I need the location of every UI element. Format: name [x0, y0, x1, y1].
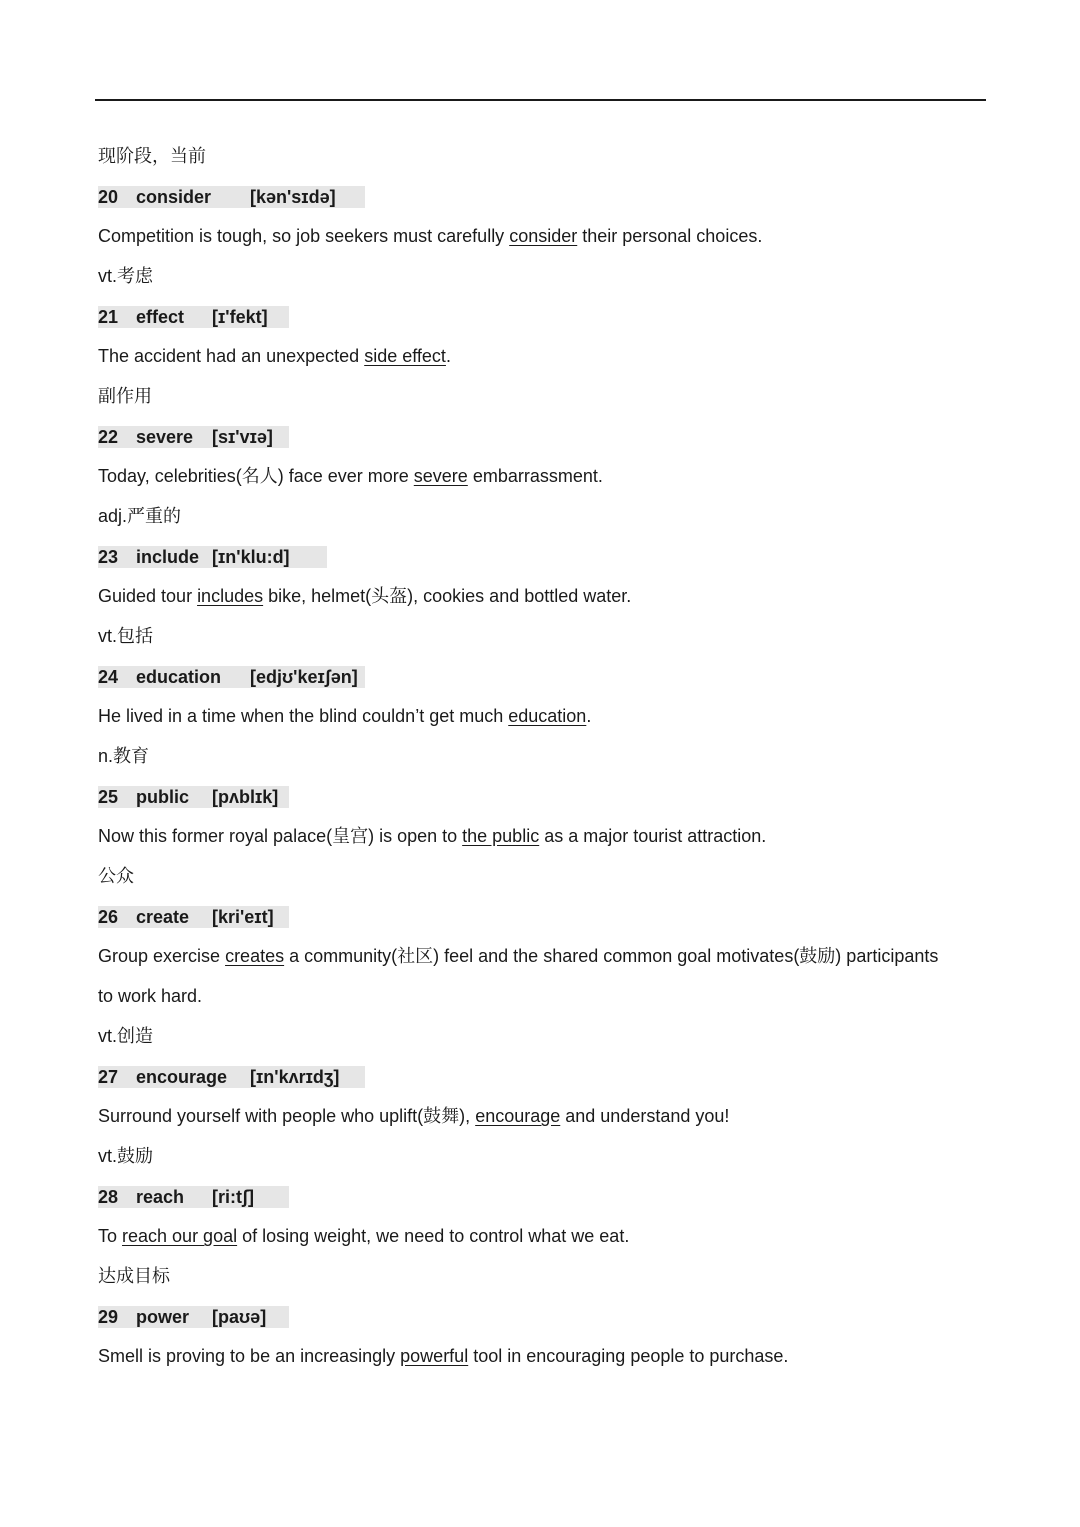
example-sentence [98, 576, 998, 616]
sentence-text: of losing weight, we need to control what we eat. [237, 1226, 630, 1246]
entry-heading [98, 1176, 998, 1216]
sentence-text: To [98, 1226, 123, 1246]
entry-heading [98, 776, 998, 816]
sentence-text: a community(社区) feel and the shared common goal motivates(鼓励) participants [284, 946, 939, 966]
phonetic: [ɪn'klu:d] [212, 547, 290, 568]
example-sentence [98, 456, 998, 496]
entry-heading [98, 1056, 998, 1096]
sentence-text: He lived in a time when the blind couldn’t get much [98, 706, 509, 726]
entry-number: 21 [98, 307, 119, 328]
underlined-term: powerful [400, 1346, 469, 1366]
headword: education [136, 667, 222, 688]
top-rule [95, 99, 986, 101]
chinese-gloss: 达成目标 [98, 1266, 170, 1286]
headword-box [98, 186, 365, 208]
underlined-term: the public [462, 826, 540, 846]
entry-heading [98, 656, 998, 696]
sentence-text: . [586, 706, 592, 726]
entry-number: 28 [98, 1187, 119, 1208]
phonetic: [ɪn'kʌrɪdʒ] [250, 1067, 340, 1088]
sentence-text: Group exercise [98, 946, 226, 966]
intro-gloss: 现阶段，当前 [98, 146, 206, 166]
headword-box [98, 426, 289, 448]
underlined-term: severe [413, 466, 468, 486]
chinese-gloss: n.教育 [98, 746, 150, 766]
sentence-text: Competition is tough, so job seekers must carefully [98, 226, 510, 246]
headword-box [98, 1066, 365, 1088]
phonetic: [sɪ'vɪə] [212, 427, 273, 448]
example-sentence [98, 936, 998, 976]
sentence-text: Surround yourself with people who uplift(鼓舞), [98, 1106, 476, 1126]
entry-number: 29 [98, 1307, 119, 1328]
headword-box [98, 906, 289, 928]
sentence-text: Now this former royal palace(皇宫) is open to [98, 826, 463, 846]
headword: severe [136, 427, 194, 448]
example-sentence [98, 1336, 998, 1376]
headword-box [98, 306, 289, 328]
headword: power [136, 1307, 190, 1328]
chinese-gloss: adj.严重的 [98, 506, 182, 526]
underlined-term: reach our goal [122, 1226, 238, 1246]
phonetic: [ɪ'fekt] [212, 307, 268, 328]
sentence-text: embarrassment. [467, 466, 603, 486]
headword-box [98, 1186, 289, 1208]
underlined-term: education [508, 706, 587, 726]
sentence-text: The accident had an unexpected [98, 346, 365, 366]
phonetic: [paʊə] [212, 1307, 267, 1328]
chinese-gloss: vt.鼓励 [98, 1146, 154, 1166]
sentence-text: . [445, 346, 451, 366]
chinese-gloss: 副作用 [98, 386, 152, 406]
entry-heading [98, 296, 998, 336]
entry-number: 26 [98, 907, 119, 928]
entry-heading [98, 416, 998, 456]
example-sentence [98, 816, 998, 856]
chinese-gloss: 公众 [98, 866, 134, 886]
sentence-text: tool in encouraging people to purchase. [468, 1346, 789, 1366]
headword-box [98, 546, 327, 568]
vocab-list [98, 136, 998, 1376]
headword: include [136, 547, 200, 568]
entry-number: 20 [98, 187, 119, 208]
headword: encourage [136, 1067, 228, 1088]
phonetic: [pʌblɪk] [212, 787, 279, 808]
entry-heading [98, 176, 998, 216]
phonetic: [ri:tʃ] [212, 1187, 254, 1208]
headword: public [136, 787, 189, 808]
entry-number: 24 [98, 667, 119, 688]
entry-heading [98, 536, 998, 576]
headword: consider [136, 187, 212, 208]
underlined-term: consider [509, 226, 578, 246]
phonetic: [edjʊ'keɪʃən] [250, 667, 358, 688]
example-sentence [98, 216, 998, 256]
example-sentence-continued: to work hard. [98, 986, 203, 1006]
chinese-gloss: vt.创造 [98, 1026, 154, 1046]
sentence-text: their personal choices. [577, 226, 763, 246]
entry-number: 23 [98, 547, 119, 568]
headword-box [98, 1306, 289, 1328]
headword: effect [136, 307, 185, 328]
headword-box [98, 786, 289, 808]
phonetic: [kri'eɪt] [212, 907, 274, 928]
entry-heading [98, 896, 998, 936]
entry-heading [98, 1296, 998, 1336]
entry-number: 22 [98, 427, 119, 448]
chinese-gloss: vt.考虑 [98, 266, 154, 286]
phonetic: [kən'sɪdə] [250, 187, 336, 208]
example-sentence [98, 1216, 998, 1256]
headword: reach [136, 1187, 185, 1208]
headword: create [136, 907, 190, 928]
entry-number: 27 [98, 1067, 119, 1088]
example-sentence [98, 1096, 998, 1136]
sentence-text: Guided tour [98, 586, 198, 606]
sentence-text: bike, helmet(头盔), cookies and bottled water. [263, 586, 632, 606]
sentence-text: Smell is proving to be an increasingly [98, 1346, 401, 1366]
sentence-text: Today, celebrities(名人) face ever more [98, 466, 414, 486]
headword-box [98, 666, 365, 688]
sentence-text: as a major tourist attraction. [539, 826, 767, 846]
underlined-term: creates [225, 946, 285, 966]
underlined-term: side effect [364, 346, 446, 366]
example-sentence [98, 336, 998, 376]
underlined-term: encourage [475, 1106, 561, 1126]
underlined-term: includes [197, 586, 264, 606]
example-sentence [98, 696, 998, 736]
sentence-text: and understand you! [560, 1106, 730, 1126]
entry-number: 25 [98, 787, 119, 808]
entries [98, 176, 998, 1376]
chinese-gloss: vt.包括 [98, 626, 154, 646]
